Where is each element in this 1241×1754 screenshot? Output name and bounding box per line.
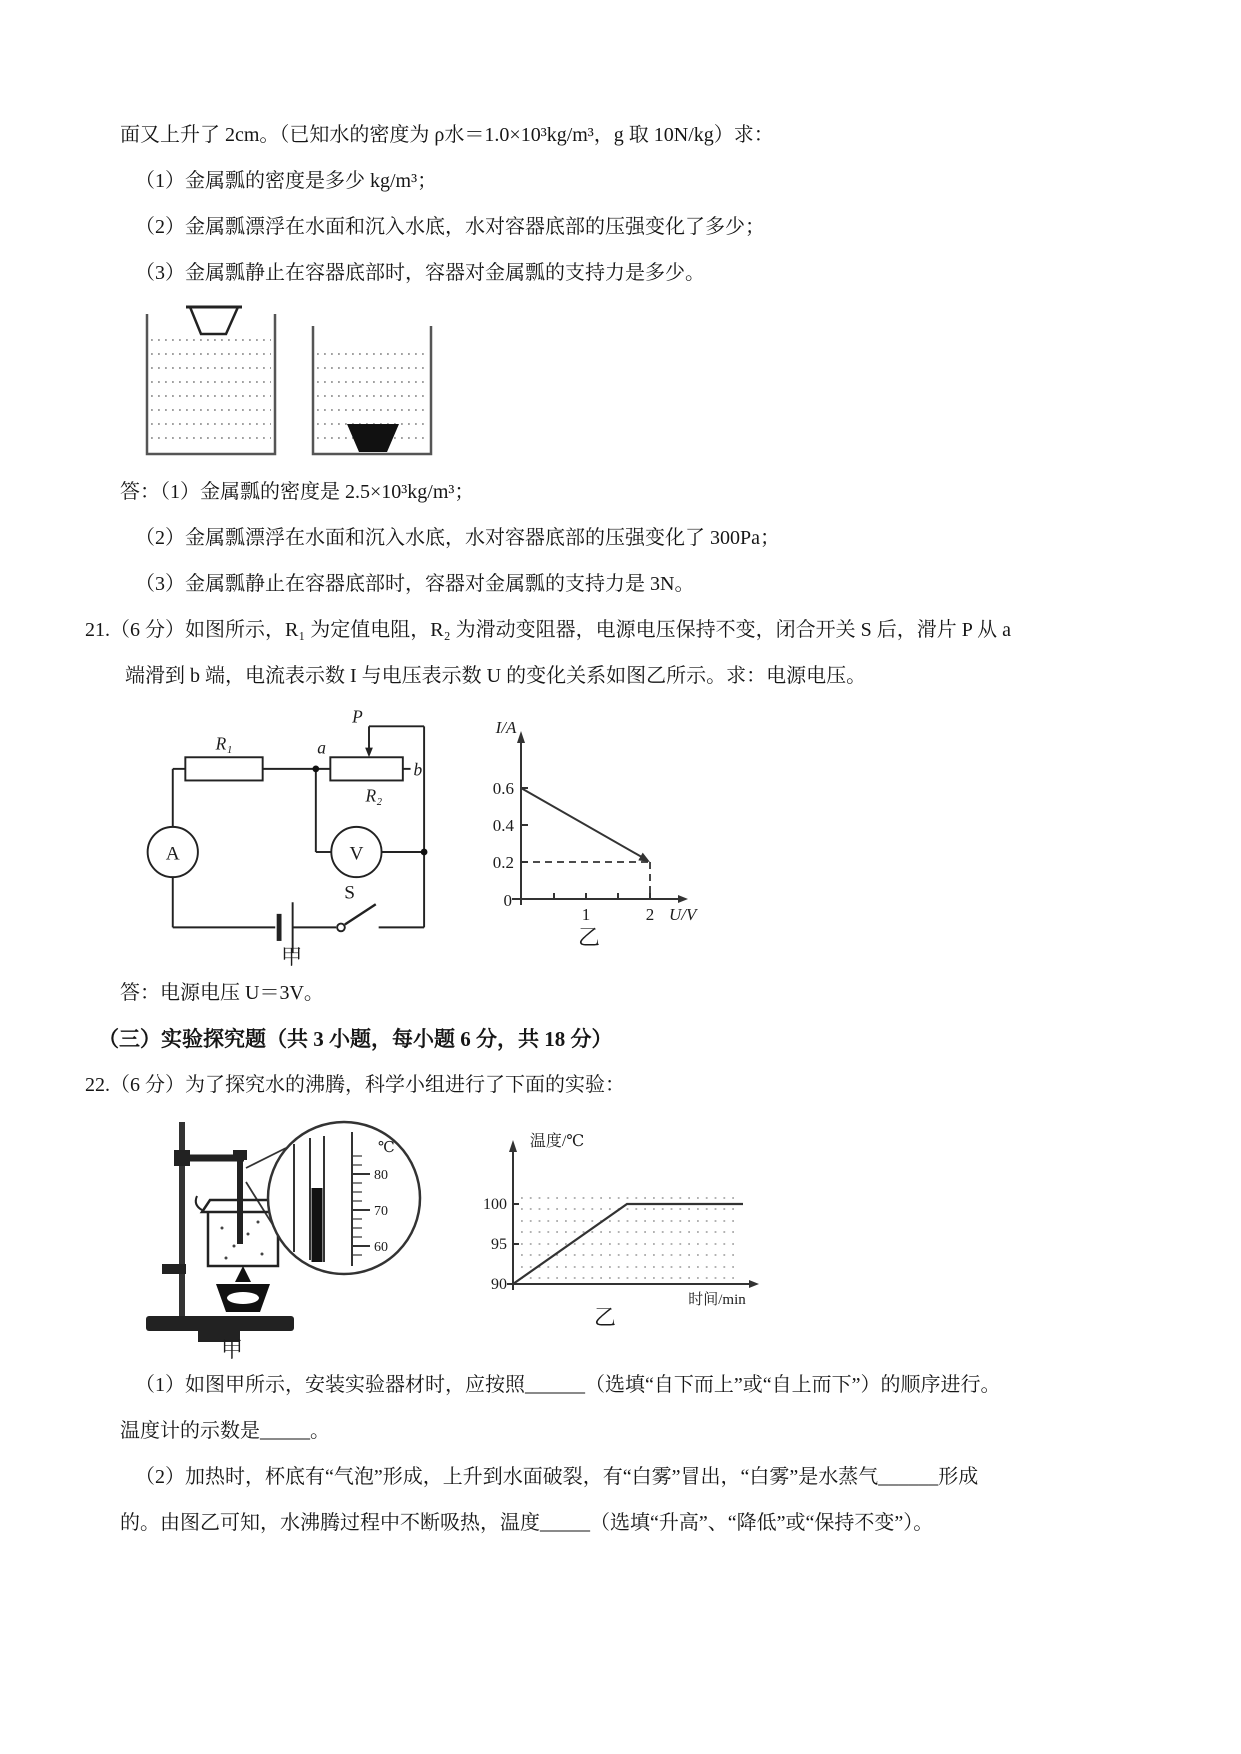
label-r2: R₂: [365, 785, 383, 806]
thermo-unit: ℃: [378, 1140, 395, 1156]
temp-tick-90: 90: [491, 1276, 507, 1293]
resistor-r1: [185, 757, 262, 780]
slider-arrow: [365, 748, 373, 758]
x-axis-arrow: [678, 895, 688, 903]
label-slider-p: P: [352, 707, 363, 727]
q22-part2a: （2）加热时，杯底有“气泡”形成，上升到水面破裂，有“白雾”冒出，“白雾”是水蒸气______形成: [135, 1466, 979, 1488]
label-voltmeter: V: [349, 843, 364, 865]
q20-answer-head: 答：（1）金属瓢的密度是 2.5×10³kg/m³；: [120, 481, 475, 503]
xtick-1: 1: [581, 905, 591, 924]
steam-curl-left: [196, 1196, 202, 1210]
q20-part3: （3）金属瓢静止在容器底部时，容器对金属瓢的支持力是多少。: [135, 262, 705, 284]
ytick-06: 0.6: [492, 779, 514, 798]
q20-answer3: （3）金属瓢静止在容器底部时，容器对金属瓢的支持力是 3N。: [135, 573, 695, 595]
thermo-tick-80: 80: [374, 1168, 388, 1183]
q21-line1: 21.（6 分）如图所示，R₁ 为定值电阻，R₂ 为滑动变阻器，电源电压保持不变，闭合开关 S 后，滑片 P 从 a: [85, 619, 1012, 641]
q20-figure: [135, 304, 1201, 459]
thermo-tick-70: 70: [374, 1204, 388, 1219]
label-a-end: a: [317, 737, 326, 758]
origin-label: 0: [503, 891, 512, 910]
q20-intro-line: 面又上升了 2cm。（已知水的密度为 ρ水＝1.0×10³kg/m³，g 取 10N/kg）求：: [120, 124, 774, 146]
q22-intro: 22.（6 分）为了探究水的沸腾，科学小组进行了下面的实验：: [85, 1074, 625, 1096]
q21-answer: 答：电源电压 U＝3V。: [120, 982, 324, 1004]
iu-ylabel: I/A: [495, 718, 517, 737]
q22-part1a: （1）如图甲所示，安装实验器材时，应按照______（选填“自下而上”或“自上而下”）的顺序进行。: [135, 1374, 1001, 1396]
ytick-04: 0.4: [492, 816, 514, 835]
q20-answer2: （2）金属瓢漂浮在水面和沉入水底，水对容器底部的压强变化了 300Pa；: [135, 527, 780, 549]
switch-lever: [345, 904, 376, 924]
temp-tick-95: 95: [491, 1236, 507, 1253]
temp-y-arrow: [509, 1140, 517, 1152]
temp-x-arrow: [749, 1280, 759, 1288]
sunken-bowl: [347, 424, 399, 452]
iu-caption-yi: 乙: [577, 925, 601, 948]
stand-base: [146, 1316, 294, 1331]
q20-part1: （1）金属瓢的密度是多少 kg/m³；: [135, 170, 438, 192]
apparatus-caption-jia: 甲: [220, 1337, 244, 1360]
ytick-02: 0.2: [492, 853, 514, 872]
label-r1: R₁: [215, 733, 233, 754]
q22-figure-row: [132, 1116, 1201, 1360]
junction-dot-right: [421, 849, 428, 856]
iu-graph: [464, 713, 719, 948]
y-axis-arrow: [517, 731, 525, 743]
q21-figure-row: [132, 707, 1201, 968]
junction-dot-top: [312, 765, 319, 772]
left-water-dots: [151, 340, 271, 438]
q22-part1b: 温度计的示数是_____。: [120, 1420, 330, 1442]
switch-pivot: [337, 924, 345, 932]
temp-tick-100: 100: [483, 1196, 507, 1213]
apparatus-figure: [132, 1116, 427, 1360]
containers-figure: [135, 304, 435, 459]
flame: [235, 1266, 251, 1282]
magnifier-circle: [268, 1122, 420, 1274]
dotted-grid: [521, 1198, 741, 1278]
label-b-end: b: [413, 759, 423, 780]
section3-heading: （三）实验探究题（共 3 小题，每小题 6 分，共 18 分）: [98, 1027, 613, 1051]
q20-part2: （2）金属瓢漂浮在水面和沉入水底，水对容器底部的压强变化了多少；: [135, 216, 765, 238]
label-ammeter: A: [165, 843, 180, 865]
thermo-tick-60: 60: [374, 1240, 388, 1255]
burner-body: [227, 1292, 259, 1304]
temperature-graph: [455, 1128, 775, 1328]
temp-caption-yi: 乙: [593, 1305, 617, 1328]
temp-ylabel: 温度/℃: [529, 1133, 585, 1150]
xtick-2: 2: [645, 905, 655, 924]
stand-holder: [162, 1264, 186, 1274]
q22-part2b: 的。由图乙可知，水沸腾过程中不断吸热，温度_____（选填“升高”、“降低”或“保持不变”）。: [120, 1512, 934, 1534]
circuit-diagram: [132, 707, 432, 968]
iu-xlabel: U/V: [669, 905, 697, 924]
temp-xlabel: 时间/min: [688, 1292, 746, 1308]
iu-line: [521, 788, 647, 860]
label-switch-s: S: [344, 882, 356, 904]
mercury-column: [312, 1188, 323, 1262]
floating-bowl: [190, 307, 238, 334]
q21-line2: 端滑到 b 端，电流表示数 I 与电压表示数 U 的变化关系如图乙所示。求：电源电压。: [125, 665, 867, 687]
iu-line-arrow: [638, 853, 650, 862]
circuit-caption-jia: 甲: [281, 945, 303, 968]
rheostat-r2: [330, 757, 403, 780]
